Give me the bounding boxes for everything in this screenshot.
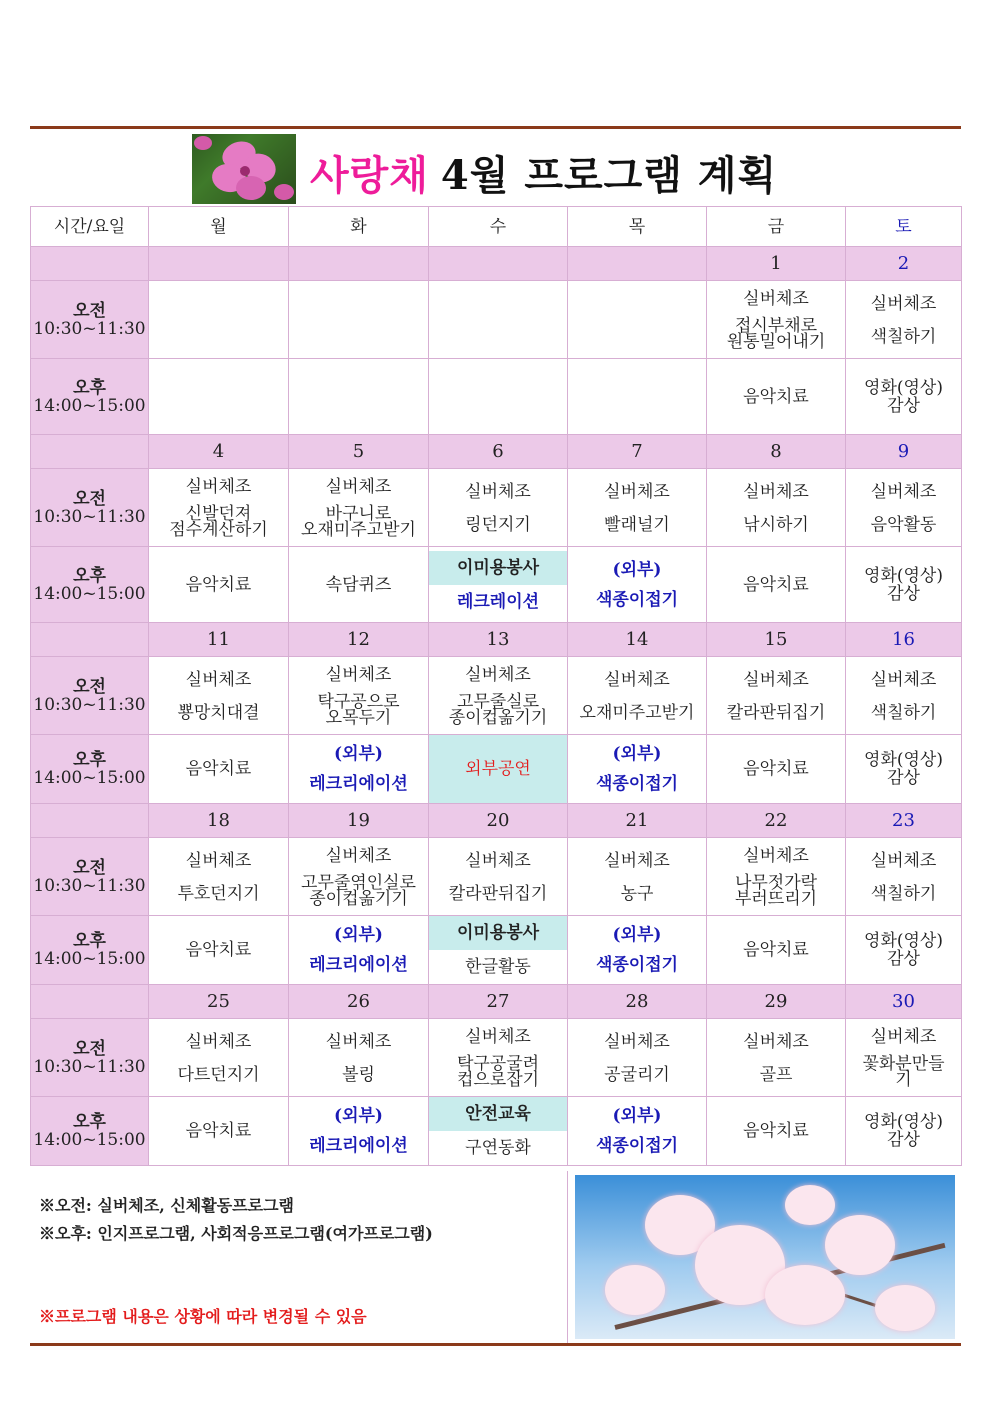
am-activity-2: 접시부채로 원통밀어내기: [726, 315, 826, 352]
am-activity-1: 실버체조: [185, 476, 252, 497]
date-cell-wed: 20: [429, 804, 568, 838]
pm-cell-tue: [289, 359, 429, 435]
time-label-am-range: 10:30~11:30: [33, 694, 146, 715]
am-activity-2: 칼라판뒤집기: [448, 883, 548, 904]
am-activity-2: 공굴리기: [604, 1064, 670, 1085]
am-row: [31, 657, 962, 735]
am-activity-2: 나무젓가락 부러뜨리기: [734, 872, 818, 909]
pm-activity: 레크리에이션: [309, 955, 408, 975]
am-activity-2: 다트던지기: [177, 1064, 260, 1085]
time-label-am-range: 10:30~11:30: [33, 1056, 146, 1077]
cherry-blossom-image: [575, 1175, 955, 1339]
pm-cell-thu: [568, 916, 707, 985]
time-label-pm: [31, 735, 149, 804]
pm-highlight-activity: 이미용봉사: [429, 916, 567, 950]
am-activity-1: 실버체조: [465, 664, 531, 685]
pm-cell-tue: [289, 916, 429, 985]
pm-cell-sat: 영화(영상) 감상: [846, 547, 962, 623]
date-cell-fri: 22: [707, 804, 846, 838]
am-cell-sat: [846, 838, 962, 916]
date-cell-thu: [568, 247, 707, 281]
pm-cell-wed: [429, 547, 568, 623]
date-cell-tue: 26: [289, 985, 429, 1019]
time-label-pm-text: 오후: [73, 1112, 106, 1132]
am-cell-mon: [149, 657, 289, 735]
header-sat: 토: [846, 207, 962, 247]
header-row: [31, 207, 962, 247]
pm-cell-fri: 음악치료: [707, 547, 846, 623]
pm-cell-thu: [568, 547, 707, 623]
date-cell-tue: 19: [289, 804, 429, 838]
pm-row: [31, 547, 962, 623]
am-row: [31, 1019, 962, 1097]
date-cell-sat: 2: [846, 247, 962, 281]
date-cell-wed: 13: [429, 623, 568, 657]
date-row: [31, 435, 962, 469]
pm-cell-wed: [429, 1097, 568, 1166]
pm-cell-thu: [568, 359, 707, 435]
pm-cell-mon: 음악치료: [149, 735, 289, 804]
am-cell-tue: [289, 657, 429, 735]
note-pm: ※오후: 인지프로그램, 사회적응프로그램(여가프로그램): [39, 1224, 433, 1243]
date-cell-thu: 7: [568, 435, 707, 469]
pm-cell-mon: 음악치료: [149, 547, 289, 623]
am-activity-2: 음악활동: [870, 514, 937, 535]
date-cell-thu: 28: [568, 985, 707, 1019]
am-cell-mon: [149, 1019, 289, 1097]
am-activity-1: 실버체조: [743, 481, 809, 502]
pm-cell-mon: [149, 359, 289, 435]
time-label-am-text: 오전: [73, 1038, 106, 1059]
am-cell-wed: [429, 281, 568, 359]
pm-cell-mon: 음악치료: [149, 1097, 289, 1166]
header-fri: 금: [707, 207, 846, 247]
am-activity-1: 실버체조: [325, 1031, 392, 1052]
am-activity-1: 실버체조: [743, 288, 809, 309]
date-cell-fri: 29: [707, 985, 846, 1019]
calendar-body: [31, 247, 962, 1166]
date-row-label: [31, 623, 149, 657]
am-activity-2: 낚시하기: [743, 514, 809, 535]
date-row: [31, 804, 962, 838]
am-activity-2: 링던지기: [465, 514, 531, 535]
date-cell-wed: [429, 247, 568, 281]
time-label-am-text: 오전: [73, 300, 106, 321]
pm-cell-fri: 음악치료: [707, 359, 846, 435]
pm-cell-external-performance: 외부공연: [429, 735, 568, 804]
am-activity-1: 실버체조: [185, 1031, 252, 1052]
am-cell-thu: [568, 838, 707, 916]
date-cell-mon: 4: [149, 435, 289, 469]
am-activity-1: 실버체조: [870, 1026, 937, 1047]
date-cell-tue: 12: [289, 623, 429, 657]
am-activity-2: 색칠하기: [870, 702, 937, 723]
time-label-am: [31, 469, 149, 547]
time-label-pm-range: 14:00~15:00: [33, 949, 146, 969]
azalea-flower-image: [192, 134, 296, 204]
time-label-am-text: 오전: [73, 488, 106, 509]
am-cell-mon: [149, 281, 289, 359]
am-cell-mon: [149, 469, 289, 547]
am-row: [31, 281, 962, 359]
pm-external-tag: (외부): [334, 925, 383, 945]
date-row-label: [31, 985, 149, 1019]
pm-external-tag: (외부): [334, 744, 383, 764]
pm-cell-mon: 음악치료: [149, 916, 289, 985]
date-cell-tue: 5: [289, 435, 429, 469]
date-cell-sat: 9: [846, 435, 962, 469]
pm-activity: 레크리에이션: [309, 1136, 408, 1156]
pm-external-tag: (외부): [612, 744, 662, 764]
pm-activity: 색종이접기: [595, 955, 679, 975]
am-cell-tue: [289, 1019, 429, 1097]
pm-cell-sat: 영화(영상) 감상: [846, 1097, 962, 1166]
pm-activity: 레크레이션: [456, 591, 540, 612]
am-cell-thu: [568, 657, 707, 735]
program-calendar-table: [30, 206, 962, 1166]
date-cell-fri: 15: [707, 623, 846, 657]
page-title: [310, 144, 777, 201]
date-cell-mon: [149, 247, 289, 281]
top-rule: [30, 126, 961, 129]
time-label-pm-range: 14:00~15:00: [33, 1130, 146, 1150]
am-cell-fri: [707, 281, 846, 359]
date-cell-tue: [289, 247, 429, 281]
am-activity-2: 빨래널기: [604, 514, 670, 535]
am-activity-1: 실버체조: [870, 481, 937, 502]
time-label-am: [31, 281, 149, 359]
pm-cell-fri: 음악치료: [707, 916, 846, 985]
am-activity-1: 실버체조: [185, 669, 252, 690]
title-brand: 사랑채: [310, 152, 429, 199]
header-thu: 목: [568, 207, 707, 247]
title-row: [30, 130, 961, 207]
am-activity-2: 투호던지기: [177, 883, 260, 904]
am-activity-2: 고무줄실로 종이컵옮기기: [448, 691, 548, 728]
am-activity-2: 바구니로 오재미주고받기: [301, 503, 416, 540]
date-cell-fri: 1: [707, 247, 846, 281]
footer-divider: [567, 1171, 568, 1343]
pm-cell-sat: 영화(영상) 감상: [846, 916, 962, 985]
am-activity-1: 실버체조: [743, 845, 809, 866]
time-label-pm: [31, 359, 149, 435]
note-warning: ※프로그램 내용은 상황에 따라 변경될 수 있음: [39, 1307, 367, 1326]
date-cell-sat: 23: [846, 804, 962, 838]
am-cell-thu: [568, 1019, 707, 1097]
header-tue: 화: [289, 207, 429, 247]
time-label-am-range: 10:30~11:30: [33, 506, 146, 527]
am-activity-1: 실버체조: [604, 669, 670, 690]
header-wed: 수: [429, 207, 568, 247]
am-cell-tue: [289, 469, 429, 547]
am-activity-2: 탁구공굴려 컵으로잡기: [456, 1053, 540, 1090]
am-row: [31, 838, 962, 916]
pm-external-tag: (외부): [612, 1106, 662, 1126]
date-cell-sat: 16: [846, 623, 962, 657]
pm-highlight-activity: 안전교육: [429, 1097, 567, 1131]
am-activity-1: 실버체조: [743, 1031, 809, 1052]
am-activity-1: 실버체조: [870, 850, 937, 871]
am-cell-fri: [707, 469, 846, 547]
date-row: [31, 247, 962, 281]
am-cell-sat: [846, 657, 962, 735]
time-label-am-text: 오전: [73, 857, 106, 878]
am-activity-1: 실버체조: [604, 850, 670, 871]
am-cell-wed: [429, 469, 568, 547]
pm-activity: 색종이접기: [595, 589, 679, 610]
time-label-pm-text: 오후: [73, 750, 106, 770]
time-label-pm: [31, 1097, 149, 1166]
time-label-pm: [31, 547, 149, 623]
pm-row: [31, 359, 962, 435]
header-time-day: 시간/요일: [31, 207, 149, 247]
am-cell-mon: [149, 838, 289, 916]
am-activity-1: 실버체조: [325, 845, 392, 866]
pm-activity: 레크리에이션: [309, 774, 408, 794]
am-cell-fri: [707, 838, 846, 916]
date-cell-mon: 18: [149, 804, 289, 838]
date-cell-thu: 21: [568, 804, 707, 838]
pm-external-tag: (외부): [612, 559, 662, 580]
am-activity-1: 실버체조: [870, 293, 937, 314]
bottom-rule: [30, 1343, 961, 1346]
date-row: [31, 623, 962, 657]
time-label-pm-range: 14:00~15:00: [33, 768, 146, 788]
am-activity-1: 실버체조: [870, 669, 937, 690]
date-cell-wed: 27: [429, 985, 568, 1019]
time-label-am: [31, 657, 149, 735]
pm-cell-sat: 영화(영상) 감상: [846, 735, 962, 804]
note-am: ※오전: 실버체조, 신체활동프로그램: [39, 1196, 295, 1215]
am-activity-2: 뿅망치대결: [177, 702, 260, 723]
am-activity-2: 골프: [759, 1064, 793, 1085]
date-row: [31, 985, 962, 1019]
am-cell-tue: [289, 281, 429, 359]
am-cell-thu: [568, 281, 707, 359]
am-activity-1: 실버체조: [604, 481, 670, 502]
pm-cell-thu: [568, 1097, 707, 1166]
am-activity-2: 칼라판뒤집기: [726, 702, 826, 723]
time-label-pm-text: 오후: [73, 565, 106, 586]
am-cell-sat: [846, 1019, 962, 1097]
am-cell-wed: [429, 1019, 568, 1097]
am-cell-fri: [707, 657, 846, 735]
am-cell-sat: [846, 469, 962, 547]
am-row: [31, 469, 962, 547]
time-label-pm-range: 14:00~15:00: [33, 395, 146, 416]
header-mon: 월: [149, 207, 289, 247]
am-activity-1: 실버체조: [465, 1026, 531, 1047]
am-activity-2: 고무줄엮인실로 종이컵옮기기: [301, 872, 416, 909]
title-rest: 4월 프로그램 계획: [440, 152, 778, 199]
pm-cell-fri: 음악치료: [707, 735, 846, 804]
am-activity-2: 색칠하기: [870, 883, 937, 904]
pm-cell-wed: [429, 916, 568, 985]
date-cell-fri: 8: [707, 435, 846, 469]
am-cell-thu: [568, 469, 707, 547]
time-label-am-range: 10:30~11:30: [33, 875, 146, 896]
pm-external-tag: (외부): [612, 925, 662, 945]
am-activity-2: 농구: [620, 883, 654, 904]
date-cell-thu: 14: [568, 623, 707, 657]
time-label-am: [31, 1019, 149, 1097]
am-activity-1: 실버체조: [465, 850, 531, 871]
pm-row: [31, 735, 962, 804]
am-cell-tue: [289, 838, 429, 916]
pm-cell-tue: [289, 1097, 429, 1166]
pm-cell-tue: 속담퀴즈: [289, 547, 429, 623]
time-label-am-range: 10:30~11:30: [33, 318, 146, 339]
date-cell-mon: 11: [149, 623, 289, 657]
pm-cell-thu: [568, 735, 707, 804]
pm-activity: 색종이접기: [595, 774, 679, 794]
pm-cell-tue: [289, 735, 429, 804]
am-activity-1: 실버체조: [325, 476, 392, 497]
pm-cell-fri: 음악치료: [707, 1097, 846, 1166]
pm-cell-wed: [429, 359, 568, 435]
pm-row: [31, 916, 962, 985]
am-activity-1: 실버체조: [325, 664, 392, 685]
pm-activity: 색종이접기: [595, 1136, 679, 1156]
am-activity-2: 신발던져 점수계산하기: [169, 503, 268, 540]
pm-row: [31, 1097, 962, 1166]
date-row-label: [31, 247, 149, 281]
pm-cell-sat: 영화(영상) 감상: [846, 359, 962, 435]
am-cell-sat: [846, 281, 962, 359]
time-label-pm-text: 오후: [73, 377, 106, 398]
pm-highlight-activity: 이미용봉사: [429, 551, 567, 585]
am-activity-1: 실버체조: [604, 1031, 670, 1052]
time-label-am-text: 오전: [73, 676, 106, 697]
time-label-pm-range: 14:00~15:00: [33, 583, 146, 604]
time-label-pm: [31, 916, 149, 985]
am-activity-2: 볼링: [342, 1064, 375, 1085]
am-activity-2: 탁구공으로 오목두기: [317, 691, 400, 728]
time-label-pm-text: 오후: [73, 931, 106, 951]
am-activity-2: 색칠하기: [870, 326, 937, 347]
am-cell-wed: [429, 657, 568, 735]
date-cell-mon: 25: [149, 985, 289, 1019]
am-activity-1: 실버체조: [185, 850, 252, 871]
am-activity-1: 실버체조: [743, 669, 809, 690]
am-activity-2: 꽃화분만들 기: [862, 1053, 945, 1090]
am-activity-1: 실버체조: [465, 481, 531, 502]
time-label-am: [31, 838, 149, 916]
date-cell-sat: 30: [846, 985, 962, 1019]
pm-activity: 한글활동: [465, 957, 531, 977]
date-cell-wed: 6: [429, 435, 568, 469]
am-cell-fri: [707, 1019, 846, 1097]
am-activity-2: 오재미주고받기: [579, 702, 695, 723]
footer-notes: [30, 1171, 961, 1343]
pm-external-tag: (외부): [334, 1106, 383, 1126]
date-row-label: [31, 804, 149, 838]
am-cell-wed: [429, 838, 568, 916]
pm-activity: 구연동화: [465, 1138, 531, 1158]
date-row-label: [31, 435, 149, 469]
